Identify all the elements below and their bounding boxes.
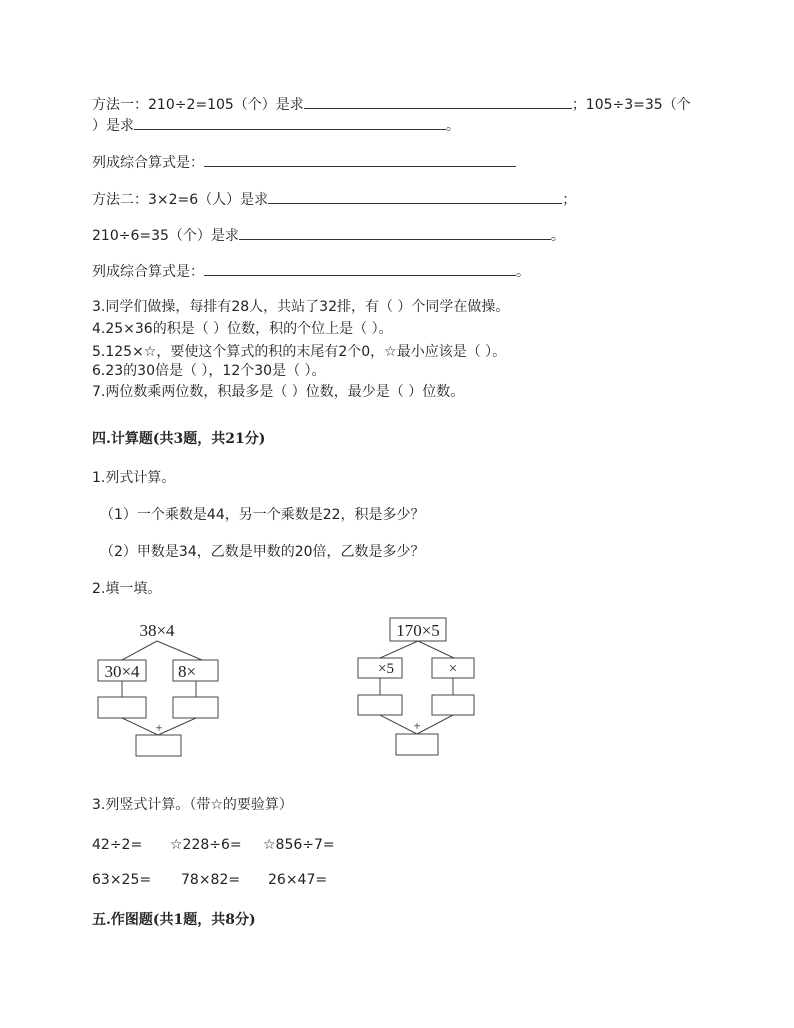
tree-diagram-1 [90, 618, 240, 767]
tree1-plus-sign: + [155, 720, 163, 735]
method1-cont-label: ）是求 [92, 118, 134, 134]
tree2-left-expression: ×5 [378, 661, 394, 677]
tree1-right-expression: 8× [177, 662, 197, 681]
method1-separator: ；105÷3=35（个 [571, 97, 691, 113]
tree1-sum-box[interactable] [136, 735, 181, 756]
fill-item-3: 3.同学们做操，每排有28人，共站了32排，有（ ）个同学在做操。 [92, 299, 510, 315]
tree-diagram-2 [350, 612, 490, 766]
tree1-branch-right [157, 641, 202, 660]
method1-end: 。 [446, 118, 460, 134]
combined1-blank[interactable] [204, 152, 516, 167]
tree1-top-expression: 38×4 [139, 621, 175, 640]
q3-row1-item2: ☆228÷6= [170, 837, 242, 853]
fill-item-5: 5.125×☆，要使这个算式的积的末尾有2个0，☆最小应该是（ ）。 [92, 344, 507, 360]
tree2-branch-right [418, 641, 454, 658]
method2b-blank[interactable] [239, 225, 551, 240]
q3-title: 3.列竖式计算。（带☆的要验算） [92, 797, 293, 813]
combined2-end: 。 [516, 264, 530, 280]
q3-row2-item3: 26×47= [268, 872, 328, 888]
tree2-plus-sign: + [413, 718, 421, 733]
section4-title: 四.计算题(共3题，共21分) [92, 431, 266, 447]
combined2-blank[interactable] [204, 261, 516, 276]
fill-item-4: 4.25×36的积是（ ）位数，积的个位上是（ ）。 [92, 321, 393, 337]
tree1-right-answer-box[interactable] [173, 697, 218, 718]
method1-cont-line [92, 115, 460, 135]
q3-row2-item1: 63×25= [92, 872, 152, 888]
method2-blank[interactable] [268, 189, 562, 204]
fill-item-7: 7.两位数乘两位数，积最多是（ ）位数，最少是（ ）位数。 [92, 384, 465, 400]
q1-title: 1.列式计算。 [92, 470, 176, 486]
q2-title: 2.填一填。 [92, 581, 162, 597]
combined2-line [92, 261, 530, 281]
section5-title: 五.作图题(共1题，共8分) [92, 912, 256, 928]
method2b-end: 。 [550, 228, 565, 244]
tree2-right-answer-box[interactable] [432, 695, 474, 715]
tree2-top-expression: 170×5 [396, 621, 440, 640]
combined1-line [92, 152, 516, 172]
tree-diagram-2-svg [350, 612, 490, 762]
q3-row2-item2: 78×82= [181, 872, 241, 888]
method1-line [92, 94, 691, 114]
tree2-left-answer-box[interactable] [358, 695, 402, 715]
tree1-left-answer-box[interactable] [98, 697, 146, 718]
method1-answer-blank[interactable] [304, 94, 572, 109]
q3-row1-item3: ☆856÷7= [263, 837, 335, 853]
combined1-label: 列成综合算式是： [92, 155, 204, 171]
combined2-label: 列成综合算式是： [92, 264, 204, 280]
tree2-merge-left [380, 715, 417, 734]
q3-row1-item1: 42÷2= [92, 837, 143, 853]
tree-diagram-1-svg [90, 618, 240, 763]
tree1-left-expression: 30×4 [104, 662, 140, 681]
method2-line [92, 189, 576, 209]
method1-label: 方法一：210÷2=105（个）是求 [92, 97, 304, 113]
tree1-branch-left [122, 641, 157, 660]
method2-label: 方法二：3×2=6（人）是求 [92, 192, 269, 208]
q1-sub1: （1）一个乘数是44，另一个乘数是22，积是多少？ [100, 507, 425, 523]
tree2-right-expression: × [448, 661, 458, 677]
tree2-branch-left [380, 641, 418, 658]
q1-sub2: （2）甲数是34，乙数是甲数的20倍，乙数是多少？ [100, 544, 425, 560]
fill-item-6: 6.23的30倍是（ ），12个30是（ ）。 [92, 363, 326, 379]
method2b-line [92, 225, 565, 245]
tree2-sum-box[interactable] [396, 734, 438, 755]
tree1-merge-left [122, 718, 158, 735]
method2-end: ； [562, 192, 577, 208]
tree1-merge-right [158, 718, 196, 735]
method2b-label: 210÷6=35（个）是求 [92, 228, 239, 244]
tree2-merge-right [417, 715, 453, 734]
method1-second-blank[interactable] [134, 115, 446, 130]
